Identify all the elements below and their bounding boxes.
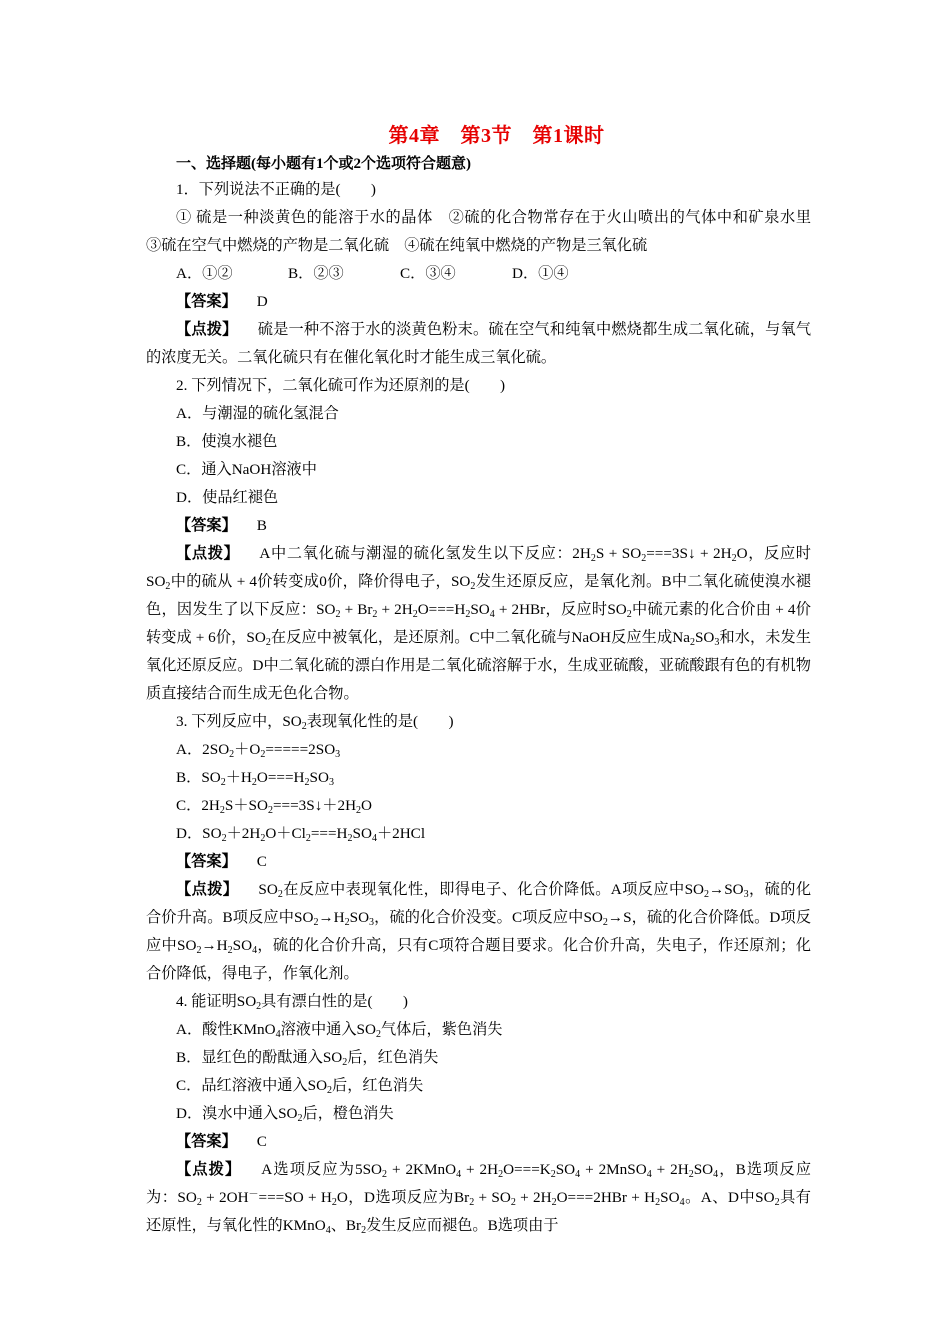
explain-label: 【点拨】	[176, 881, 239, 898]
subscript: 2	[372, 609, 378, 620]
subscript: 2	[655, 1197, 661, 1208]
question-4-stem: 4. 能证明$SO_2$具有漂白性的是( )	[176, 993, 408, 1012]
option: C．$2H_2S+SO_2===3S↓+2H_2O$	[176, 797, 373, 816]
subscript: 2	[196, 945, 202, 956]
subscript: 4	[489, 609, 495, 620]
explain-text: $SO_2$在反应中表现氧化性，即得电子、化合价降低。A项反应中$SO_2\to SO_3$，硫的化合价升高。B项反应中$SO_2\to H_2SO_3$，硫的化合价没变。C项反应中$SO_2\to S$，硫的化合价降低。D项反应中$SO_2\to H_2SO_4$，硫的化合价升高，只有C项符合题目要求。化合价升高，失电子，作还原剂；化合价降低，得电子，作氧化剂。	[146, 881, 812, 982]
question-1-options	[146, 260, 811, 288]
subscript: 2	[774, 1197, 780, 1208]
answer-value: C	[256, 1133, 267, 1150]
question-2-explain	[146, 540, 811, 708]
subscript: 4	[275, 1029, 281, 1040]
question-3-stem: 3. 下列反应中，$SO_2$表现氧化性的是( )	[176, 713, 454, 732]
answer-value: C	[256, 853, 267, 870]
subscript: 4	[252, 945, 258, 956]
subscript: 2	[265, 637, 271, 648]
subscript: 2	[412, 609, 418, 620]
subscript: 2	[382, 1169, 388, 1180]
question-2-stem: 2. 下列情况下，二氧化硫可作为还原剂的是( )	[176, 377, 506, 394]
explain-label: 【点拨】	[176, 545, 240, 562]
option: D．溴水中通入$SO_2$后，橙色消失	[176, 1105, 394, 1124]
option: C．③④	[400, 265, 456, 282]
question-3-answer	[146, 848, 811, 876]
subscript: 2	[469, 1197, 475, 1208]
subscript: 2	[313, 917, 319, 928]
question-3-explain	[146, 876, 811, 988]
question-4-answer	[146, 1128, 811, 1156]
option: B．②③	[288, 265, 344, 282]
subscript: 3	[743, 889, 749, 900]
subscript: 2	[510, 1197, 516, 1208]
subscript: 3	[328, 777, 334, 788]
subscript: 2	[704, 889, 709, 900]
subscript: 2	[260, 749, 266, 760]
subscript: 4	[713, 1169, 719, 1180]
option: A．①②	[176, 265, 233, 282]
subscript: 2	[590, 553, 596, 564]
answer-label: 【答案】	[176, 517, 237, 534]
option: D．$SO_2+2H_2O+Cl_2===H_2SO_4+2HCl$	[176, 825, 426, 844]
option: D．①④	[512, 265, 569, 282]
explain-text: A中二氧化硫与潮湿的硫化氢发生以下反应：$2H_2S$ + $SO_2===3S↓ + 2H_2O$，反应时$SO_2$中的硫从 + 4价转变成0价，降价得电子，$SO_2$发生还原反应，是氧化剂。B中二氧化硫使溴水褪色，因发生了以下反应：$SO_2 + Br_2 + 2H_2O===H_2SO_4 + 2HBr$，反应时$SO_2$中硫元素的化合价由 + 4价转变成 + 6价，$SO_2$在反应中被氧化，是还原剂。C中二氧化硫与NaOH反应生成$Na_2SO_3$和水，未发生氧化还原反应。D中二氧化硫的漂白作用是二氧化硫溶解于水，生成亚硫酸，亚硫酸跟有色的有机物质直接结合而生成无色化合物。	[146, 545, 812, 702]
answer-label: 【答案】	[176, 293, 237, 310]
question-1-explain	[146, 316, 811, 372]
subscript: 2	[342, 1057, 348, 1068]
subscript: 4	[371, 833, 377, 844]
subscript: 2	[251, 777, 257, 788]
subscript: 2	[220, 777, 226, 788]
subscript: 3	[335, 749, 341, 760]
option: B．显红色的酚酞通入$SO_2$后，红色消失	[176, 1049, 439, 1068]
subscript: 2	[327, 1085, 333, 1096]
answer-label: 【答案】	[176, 853, 237, 870]
option: A．与潮湿的硫化氢混合	[176, 405, 339, 422]
subscript: 2	[304, 777, 310, 788]
question-1-body: ① 硫是一种淡黄色的能溶于水的晶体 ②硫的化合物常存在于火山喷出的气体中和矿泉水里 ③硫在空气中燃烧的产物是二氧化硫 ④硫在纯氧中燃烧的产物是三氧化硫	[146, 209, 827, 254]
subscript: 4	[646, 1169, 652, 1180]
question-4-explain	[146, 1156, 811, 1240]
subscript: 2	[301, 721, 307, 732]
question-2-answer	[146, 512, 811, 540]
subscript: 4	[679, 1197, 685, 1208]
subscript: 2	[356, 805, 362, 816]
option: B．$SO_2+H_2O===H_2SO_3$	[176, 769, 334, 788]
subscript: 2	[470, 581, 476, 592]
subscript: 2	[165, 581, 171, 592]
option: C．品红溶液中通入$SO_2$后，红色消失	[176, 1077, 424, 1096]
subscript: 4	[325, 1225, 331, 1236]
option: B．使溴水褪色	[176, 433, 278, 450]
subscript: 2	[305, 833, 311, 844]
explain-label: 【点拨】	[176, 321, 238, 338]
subscript: 2	[229, 749, 235, 760]
subscript: 2	[550, 1169, 556, 1180]
subscript: 2	[465, 609, 471, 620]
subscript: 2	[344, 917, 350, 928]
option: A．$2SO_2+O_2=====2SO_3$	[176, 741, 341, 760]
subscript: 2	[335, 609, 341, 620]
question-1-stem: 1．下列说法不正确的是( )	[176, 181, 376, 198]
subscript: 2	[297, 1113, 303, 1124]
option: D．使品红褪色	[176, 489, 279, 506]
subscript: 2	[256, 1001, 262, 1012]
option: C．通入NaOH溶液中	[176, 461, 317, 478]
subscript: 2	[689, 637, 695, 648]
answer-label: 【答案】	[176, 1133, 237, 1150]
section-heading: 一、选择题(每小题有1个或2个选项符合题意)	[176, 156, 471, 172]
subscript: 2	[267, 805, 273, 816]
option: A．酸性KMnO$_4$溶液中通入$SO_2$气体后，紫色消失	[176, 1021, 503, 1040]
explain-text: A选项反应为$5SO_2$ + 2KMnO$_4$ + $2H_2O===K_2SO_4$ + 2MnSO$_4$ + $2H_2SO_4$，B选项反应为：$SO_2 + 2OH^-===SO + H_2O$，D选项反应为$Br_2 + SO_2 + 2H_2O===2HBr + H_2SO_4$。A、D中$SO_2$具有还原性，与氧化性的KMnO$_4$、$Br_2$发生反应而褪色。B选项由于	[146, 1161, 812, 1236]
subscript: 3	[714, 637, 720, 648]
question-1-answer	[146, 288, 811, 316]
subscript: 2	[375, 1029, 381, 1040]
subscript: 2	[331, 1197, 337, 1208]
subscript: 2	[551, 1197, 557, 1208]
subscript: 2	[227, 945, 233, 956]
explain-text: 硫是一种不溶于水的淡黄色粉末。硫在空气和纯氧中燃烧都生成二氧化硫，与氧气的浓度无关。二氧化硫只有在催化氧化时才能生成三氧化硫。	[146, 321, 811, 366]
document-page	[146, 120, 827, 1240]
answer-value: D	[256, 293, 268, 310]
page-title: 第4章 第3节 第1课时	[388, 125, 605, 147]
subscript: 2	[347, 833, 353, 844]
answer-value: B	[256, 517, 267, 534]
superscript: －	[248, 1189, 259, 1200]
subscript: 2	[602, 917, 608, 928]
subscript: 2	[498, 1169, 504, 1180]
subscript: 4	[456, 1169, 462, 1180]
subscript: 2	[260, 833, 266, 844]
subscript: 2	[626, 609, 632, 620]
subscript: 3	[369, 917, 375, 928]
subscript: 2	[361, 1225, 367, 1236]
subscript: 2	[641, 553, 647, 564]
subscript: 2	[196, 1197, 202, 1208]
subscript: 2	[219, 805, 225, 816]
subscript: 2	[688, 1169, 694, 1180]
subscript: 4	[575, 1169, 581, 1180]
explain-label: 【点拨】	[176, 1161, 242, 1178]
subscript: 2	[731, 553, 737, 564]
subscript: 2	[277, 889, 283, 900]
subscript: 2	[221, 833, 227, 844]
